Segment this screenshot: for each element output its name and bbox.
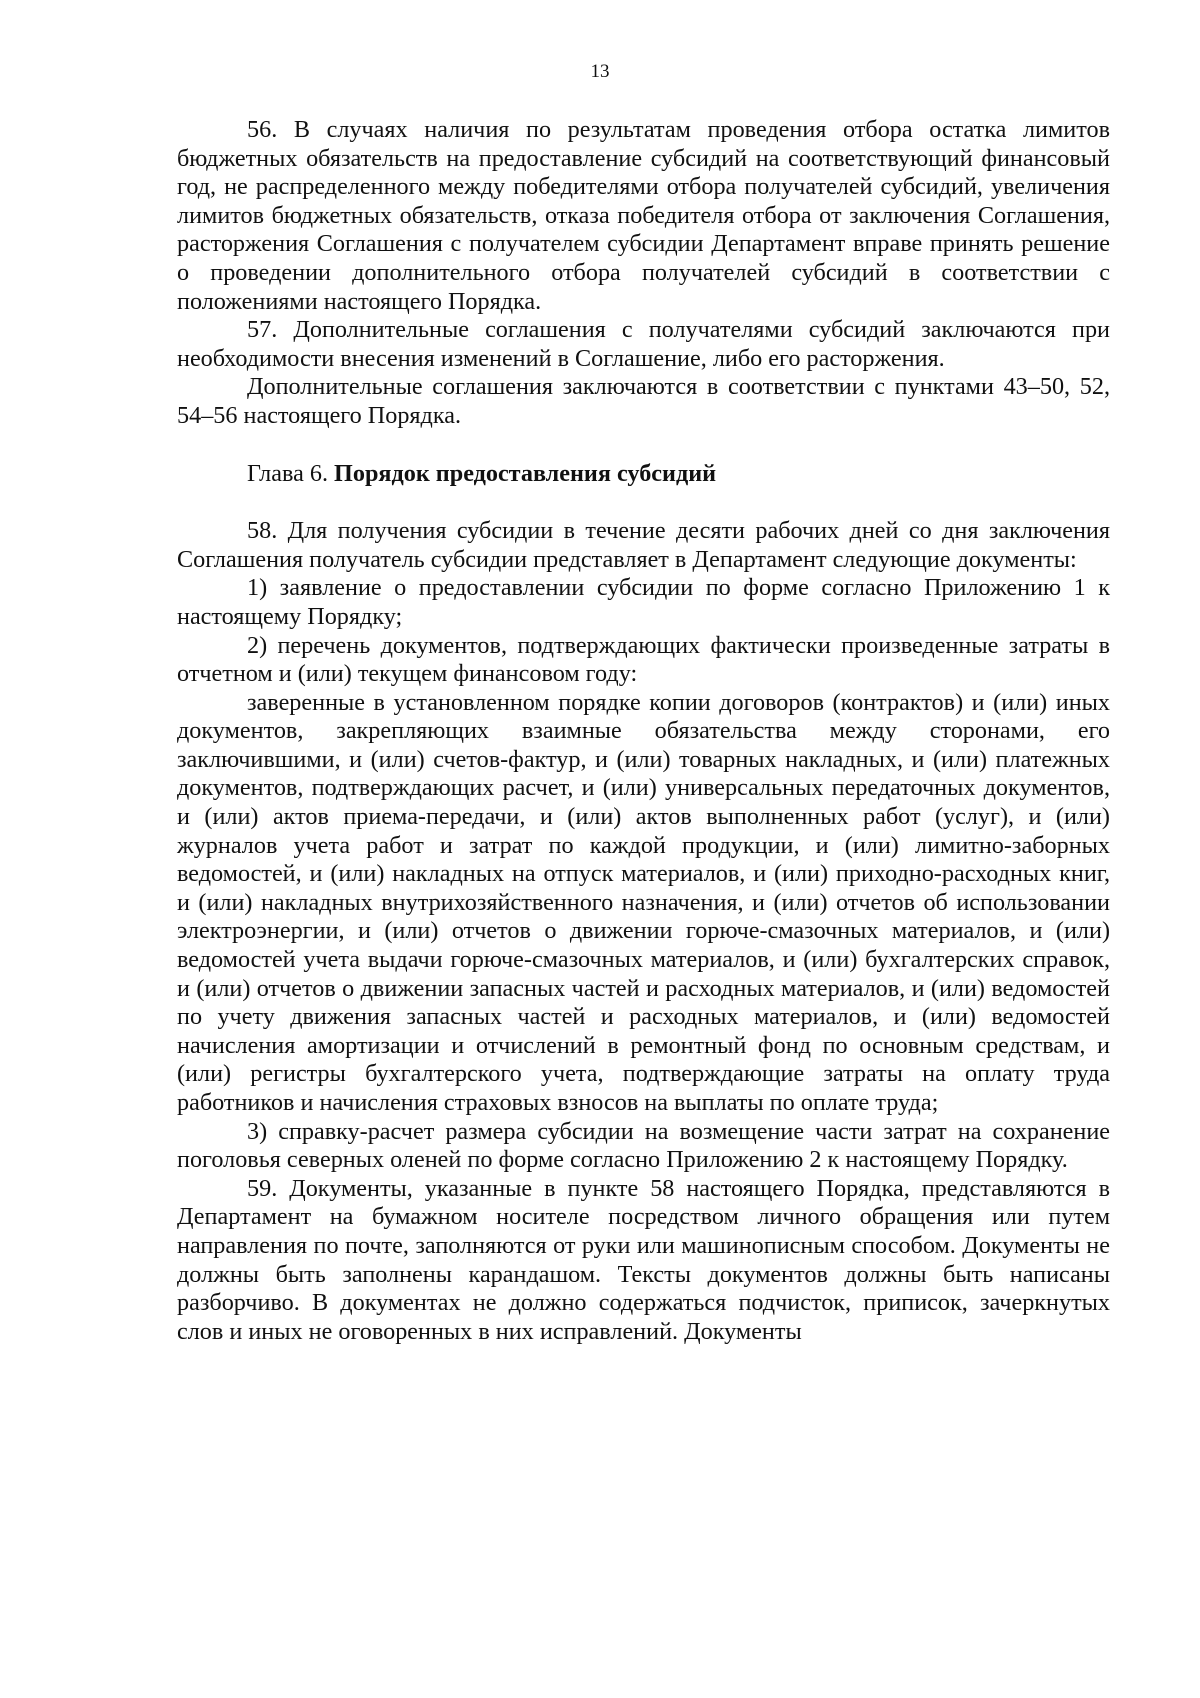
list-item-2-details: заверенные в установленном порядке копии договоров (контрактов) и (или) иных документов, закрепляющих взаимные обязательства между сторонами, его заключившими, и (или) счетов-фактур, и (или) товарных накладных, и (или) платежных документов, подтверждающих расчет, и (или) универсальных передаточных документов, и (или) актов приема-передачи, и (или) актов выполненных работ (услуг), и (или) журналов учета работ и затрат по каждой продукции, и (или) лимитно-заборных ведомостей, и (или) накладных на отпуск материалов, и (или) приходно-расходных книг, и (или) накладных внутрихозяйственного назначения, и (или) отчетов об использовании электроэнергии, и (или) отчетов о движении горюче-смазочных материалов, и (или) ведомостей учета выдачи горюче-смазочных материалов, и (или) бухгалтерских справок, и (или) отчетов о движении запасных частей и расходных материалов, и (или) ведомостей по учету движения запасных частей и расходных материалов, и (или) ведомостей начисления амортизации и отчислений в ремонтный фонд по основным средствам, и (или) регистры бухгалтерского учета, подтверждающие затраты на оплату труда работников и начисления страховых взносов на выплаты по оплате труда; [177, 688, 1110, 1116]
page-number: 13 [590, 61, 610, 82]
chapter-title: Порядок предоставления субсидий [334, 459, 717, 487]
paragraph-57-additional: Дополнительные соглашения заключаются в соответствии с пунктами 43–50, 52, 54–56 настоящего Порядка. [177, 373, 1110, 429]
paragraph-56: 56. В случаях наличия по результатам проведения отбора остатка лимитов бюджетных обязательств на предоставление субсидий на соответствующий финансовый год, не распределенного между победителями отбора получателей субсидий, увеличения лимитов бюджетных обязательств, отказа победителя отбора от заключения Соглашения, расторжения Соглашения с получателем субсидии Департамент вправе принять решение о проведении дополнительного отбора получателей субсидий в соответствии с положениями настоящего Порядка. [177, 116, 1110, 315]
paragraph-59: 59. Документы, указанные в пункте 58 настоящего Порядка, представляются в Департамент на бумажном носителе посредством личного обращения или путем направления по почте, заполняются от руки или машинописным способом. Документы не должны быть заполнены карандашом. Тексты документов должны быть написаны разборчиво. В документах не должно содержаться подчисток, приписок, зачеркнутых слов и иных не оговоренных в них исправлений. Документы [177, 1174, 1110, 1345]
document-body [177, 116, 1110, 1346]
list-item-3: 3) справку-расчет размера субсидии на возмещение части затрат на сохранение поголовья северных оленей по форме согласно Приложению 2 к настоящему Порядку. [177, 1117, 1110, 1174]
chapter-heading [177, 460, 1110, 489]
paragraph-57: 57. Дополнительные соглашения с получателями субсидий заключаются при необходимости внесения изменений в Соглашение, либо его расторжения. [177, 316, 1110, 372]
chapter-prefix: Глава 6. [247, 459, 335, 487]
list-item-1: 1) заявление о предоставлении субсидии по форме согласно Приложению 1 к настоящему Порядку; [177, 574, 1110, 630]
paragraph-58: 58. Для получения субсидии в течение десяти рабочих дней со дня заключения Соглашения получатель субсидии представляет в Департамент следующие документы: [177, 517, 1110, 573]
list-item-2: 2) перечень документов, подтверждающих фактически произведенные затраты в отчетном и (или) текущем финансовом году: [177, 631, 1110, 688]
